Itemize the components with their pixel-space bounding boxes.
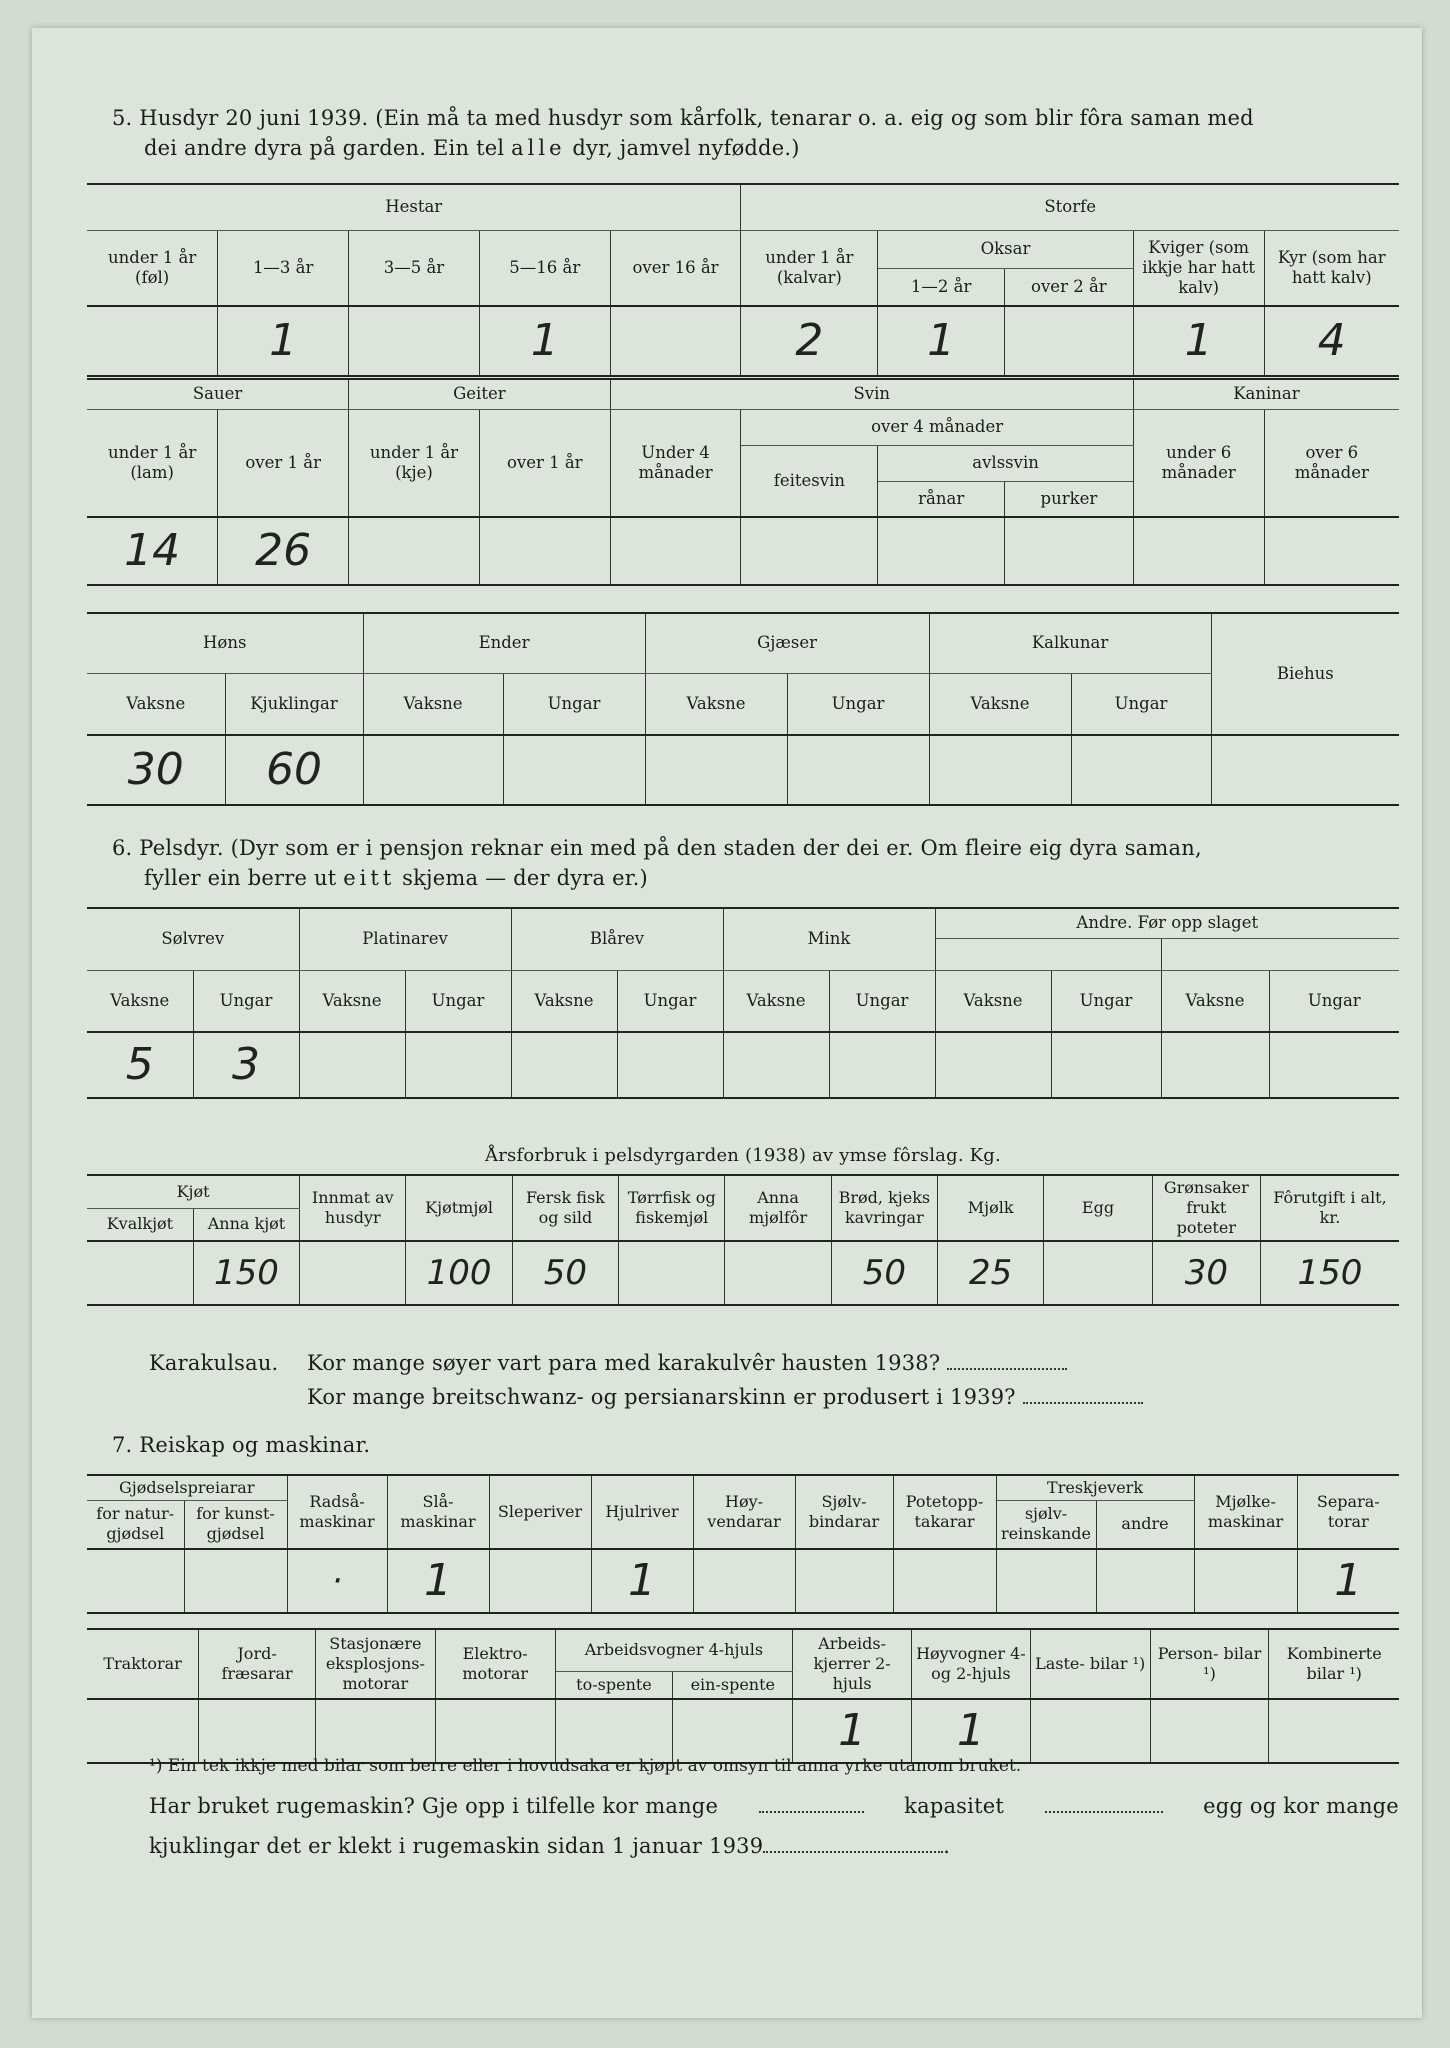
value-cell[interactable] (1096, 1549, 1194, 1613)
kyr-header: Kyr (som har hatt kalv) (1264, 230, 1399, 306)
value-cell[interactable] (363, 735, 503, 805)
rugemaskin-klekt-answer[interactable] (763, 1833, 943, 1853)
value-cell[interactable] (829, 1032, 935, 1098)
value-cell[interactable] (555, 1699, 673, 1763)
value-cell[interactable] (199, 1699, 316, 1763)
sla-header: Slå- maskinar (387, 1475, 489, 1549)
kaninar-under-6: under 6 månader (1133, 409, 1264, 517)
brod-header: Brød, kjeks kavringar (831, 1175, 937, 1241)
gjodsel-header: Gjødselspreiarar (87, 1475, 287, 1501)
section-6-line-2b: skjema — der dyra er.) (395, 866, 648, 890)
section-6-emphasis: eitt (343, 866, 396, 890)
egg-header: Egg (1044, 1175, 1152, 1241)
value-cell[interactable] (184, 1549, 287, 1613)
value-cell[interactable]: 50 (831, 1241, 937, 1305)
table-forbruk (87, 1174, 1399, 1306)
table-vogner-bilar (87, 1628, 1399, 1764)
radsa-header: Radså- maskinar (287, 1475, 387, 1549)
kvalkjot-header: Kvalkjøt (87, 1208, 193, 1241)
value-cell[interactable] (405, 1032, 511, 1098)
value-cell[interactable] (1161, 1032, 1269, 1098)
svin-under-4: Under 4 månader (610, 409, 741, 517)
value-cell[interactable]: 25 (938, 1241, 1044, 1305)
purker-header: purker (1005, 481, 1134, 517)
jordfres-header: Jord- fræsarar (199, 1629, 316, 1699)
hoyvendarar-header: Høy- vendarar (693, 1475, 795, 1549)
feitesvin-header: feitesvin (741, 445, 878, 517)
kviger-header: Kviger (som ikkje har hatt kalv) (1133, 230, 1264, 306)
col-vaksne: Vaksne (935, 970, 1051, 1032)
rugemaskin-count-answer[interactable] (759, 1793, 864, 1813)
value-cell[interactable]: 150 (193, 1241, 299, 1305)
value-cell[interactable] (1030, 1699, 1150, 1763)
value-cell[interactable] (87, 306, 218, 376)
value-cell[interactable] (1269, 1699, 1399, 1763)
sauer-under-1: under 1 år (lam) (87, 409, 218, 517)
kjotmjol-header: Kjøtmjøl (406, 1175, 512, 1241)
value-cell[interactable]: 1 (911, 1699, 1030, 1763)
rugemaskin-q2: kjuklingar det er klekt i rugemaskin sidan 1 januar 1939 (149, 1834, 764, 1858)
value-cell[interactable] (349, 517, 480, 585)
biehus-header: Biehus (1211, 613, 1399, 735)
value-cell[interactable] (1211, 735, 1399, 805)
to-spente-header: to-spente (555, 1671, 673, 1699)
karakul-q2-line (149, 1382, 1399, 1412)
value-cell[interactable] (795, 1549, 893, 1613)
value-cell[interactable] (435, 1699, 555, 1763)
section-5-line-2 (112, 133, 1402, 163)
forutgift-header: Fôrutgift i alt, kr. (1260, 1175, 1399, 1241)
gjaeser-vaksne: Vaksne (645, 673, 787, 735)
gronsaker-header: Grønsaker frukt poteter (1152, 1175, 1260, 1241)
forbruk-title: Årsforbruk i pelsdyrgarden (1938) av ymse fôrslag. Kg. (485, 1145, 1001, 1166)
value-cell[interactable] (511, 1032, 617, 1098)
value-cell[interactable] (479, 517, 610, 585)
rugemaskin-line-2: kjuklingar det er klekt i rugemaskin sidan 1 januar 1939 . (149, 1834, 951, 1858)
avlssvin-header: avlssvin (878, 445, 1133, 481)
mjolk-header: Mjølk (938, 1175, 1044, 1241)
hestar-over-16: over 16 år (610, 230, 741, 306)
value-cell[interactable] (1005, 517, 1134, 585)
value-cell[interactable] (996, 1549, 1096, 1613)
potetopp-header: Potetopp- takarar (893, 1475, 996, 1549)
value-cell[interactable]: 1 (387, 1549, 489, 1613)
sjolvbindarar-header: Sjølv- bindarar (795, 1475, 893, 1549)
value-cell[interactable] (1194, 1549, 1297, 1613)
value-cell[interactable] (315, 1699, 435, 1763)
karakul-q1: Kor mange søyer vart para med karakulvêr hausten 1938? (307, 1351, 941, 1375)
kjot-header: Kjøt (87, 1175, 300, 1208)
value-cell[interactable] (787, 735, 929, 805)
kombinerte-header: Kombinerte bilar ¹) (1269, 1629, 1399, 1699)
value-cell[interactable]: 1 (218, 306, 349, 376)
torrfisk-header: Tørrfisk og fiskemjøl (619, 1175, 725, 1241)
value-cell[interactable] (929, 735, 1071, 805)
traktorar-header: Traktorar (87, 1629, 199, 1699)
kalkunar-vaksne: Vaksne (929, 673, 1071, 735)
value-cell[interactable] (645, 735, 787, 805)
value-cell[interactable]: · (287, 1549, 387, 1613)
form-page (32, 28, 1422, 2018)
value-cell[interactable]: 100 (406, 1241, 512, 1305)
fersk-fisk-header: Fersk fisk og sild (512, 1175, 618, 1241)
col-vaksne: Vaksne (723, 970, 829, 1032)
ender-ungar: Ungar (503, 673, 645, 735)
value-cell[interactable]: 30 (87, 735, 225, 805)
section-6-heading (112, 833, 1402, 893)
table-fjorfe (87, 612, 1399, 806)
anna-kjot-header: Anna kjøt (193, 1208, 299, 1241)
section-5-line-2b: dyr, jamvel nyfødde.) (565, 136, 800, 160)
value-cell[interactable] (610, 306, 741, 376)
value-cell[interactable]: 1 (1133, 306, 1264, 376)
col-ungar: Ungar (1051, 970, 1161, 1032)
section-6-line-2 (112, 863, 1402, 893)
storfe-under-1: under 1 år (kalvar) (741, 230, 878, 306)
value-cell[interactable] (619, 1241, 725, 1305)
hestar-3-5: 3—5 år (349, 230, 480, 306)
section-6-line-1: 6. Pelsdyr. (Dyr som er i pensjon reknar ein med på den staden der dei er. Om fleire eig dyra saman, (112, 836, 1202, 860)
rugemaskin-q1-end: egg og kor mange (1203, 1794, 1399, 1818)
value-cell[interactable] (723, 1032, 829, 1098)
value-cell[interactable] (725, 1241, 831, 1305)
value-cell[interactable]: 26 (218, 517, 349, 585)
value-cell[interactable] (1150, 1699, 1269, 1763)
hestar-under-1: under 1 år (føl) (87, 230, 218, 306)
value-cell[interactable] (489, 1549, 591, 1613)
andre-slag-1[interactable] (935, 938, 1161, 970)
value-cell[interactable] (617, 1032, 723, 1098)
table-reiskap (87, 1474, 1399, 1614)
value-cell[interactable]: 1 (479, 306, 610, 376)
ender-vaksne: Vaksne (363, 673, 503, 735)
section-5-heading (112, 103, 1402, 163)
value-cell[interactable] (693, 1549, 795, 1613)
karakul-q2: Kor mange breitschwanz- og persianarskinn er produsert i 1939? (307, 1385, 1016, 1409)
section-5-line-1: 5. Husdyr 20 juni 1939. (Ein må ta med husdyr som kårfolk, tenarar o. a. eig og som blir fôra saman med (112, 106, 1254, 130)
svin-header: Svin (610, 379, 1133, 409)
hjulriver-header: Hjulriver (591, 1475, 693, 1549)
oksar-over-2: over 2 år (1005, 268, 1134, 306)
value-cell[interactable] (1005, 306, 1134, 376)
value-cell[interactable]: 4 (1264, 306, 1399, 376)
stasjonaere-header: Stasjonære eksplosjons- motorar (315, 1629, 435, 1699)
geiter-over-1: over 1 år (479, 409, 610, 517)
gjaeser-header: Gjæser (645, 613, 929, 673)
value-cell[interactable] (1133, 517, 1264, 585)
value-cell[interactable] (1071, 735, 1211, 805)
innmat-header: Innmat av husdyr (300, 1175, 406, 1241)
ranar-header: rånar (878, 481, 1005, 517)
value-cell[interactable]: 5 (87, 1032, 193, 1098)
value-cell[interactable] (299, 1032, 405, 1098)
andre-slag-2[interactable] (1161, 938, 1399, 970)
karakul-q1-line (149, 1348, 1399, 1378)
value-cell[interactable] (673, 1699, 793, 1763)
natur-gjodsel-header: for natur- gjødsel (87, 1501, 184, 1549)
rugemaskin-q1: Har bruket rugemaskin? Gje opp i tilfelle kor mange (149, 1794, 719, 1818)
value-cell[interactable]: 30 (1152, 1241, 1260, 1305)
sleperiver-header: Sleperiver (489, 1475, 591, 1549)
value-cell[interactable]: 1 (793, 1699, 912, 1763)
value-cell[interactable]: 60 (225, 735, 363, 805)
value-cell[interactable] (1269, 1032, 1399, 1098)
lastebilar-header: Laste- bilar ¹) (1030, 1629, 1150, 1699)
value-cell[interactable] (1044, 1241, 1152, 1305)
table-pelsdyr (87, 907, 1399, 1099)
value-cell[interactable]: 1 (1297, 1549, 1399, 1613)
storfe-header: Storfe (741, 184, 1399, 230)
col-ungar: Ungar (617, 970, 723, 1032)
kaninar-header: Kaninar (1133, 379, 1399, 409)
section-6-line-2a: fyller ein berre ut (144, 866, 344, 890)
sauer-header: Sauer (87, 379, 349, 409)
col-ungar: Ungar (193, 970, 299, 1032)
value-cell[interactable] (935, 1032, 1051, 1098)
kalkunar-header: Kalkunar (929, 613, 1211, 673)
section-5-line-2a: dei andre dyra på garden. Ein tel (144, 136, 512, 160)
rugemaskin-line-1 (149, 1786, 1399, 1826)
value-cell[interactable] (878, 517, 1005, 585)
oksar-1-2: 1—2 år (878, 268, 1005, 306)
value-cell[interactable]: 50 (512, 1241, 618, 1305)
value-cell[interactable]: 14 (87, 517, 218, 585)
footnote: ¹) Ein tek ikkje med bilar som berre eller i hovudsaka er kjøpt av omsyn til anna yrke utanom bruket. (149, 1756, 1022, 1776)
platinarev-header: Platinarev (299, 908, 511, 970)
col-vaksne: Vaksne (511, 970, 617, 1032)
hoyvogner-header: Høyvogner 4- og 2-hjuls (911, 1629, 1030, 1699)
hestar-1-3: 1—3 år (218, 230, 349, 306)
value-cell[interactable] (503, 735, 645, 805)
oksar-header: Oksar (878, 230, 1133, 268)
col-vaksne: Vaksne (299, 970, 405, 1032)
treskjeverk-andre-header: andre (1096, 1501, 1194, 1549)
value-cell[interactable] (1264, 517, 1399, 585)
karakul-block (149, 1348, 1399, 1412)
blarev-header: Blårev (511, 908, 723, 970)
value-cell[interactable] (741, 517, 878, 585)
geiter-under-1: under 1 år (kje) (349, 409, 480, 517)
col-ungar: Ungar (405, 970, 511, 1032)
ender-header: Ender (363, 613, 645, 673)
value-cell[interactable] (610, 517, 741, 585)
personbilar-header: Person- bilar ¹) (1150, 1629, 1269, 1699)
andre-header: Andre. Før opp slaget (935, 908, 1399, 938)
value-cell[interactable] (87, 1699, 199, 1763)
sauer-over-1: over 1 år (218, 409, 349, 517)
mink-header: Mink (723, 908, 935, 970)
separatorar-header: Separa- torar (1297, 1475, 1399, 1549)
value-cell[interactable]: 2 (741, 306, 878, 376)
col-vaksne: Vaksne (87, 970, 193, 1032)
karakul-label: Karakulsau. (149, 1351, 279, 1375)
rugemaskin-block (149, 1786, 1399, 1866)
ein-spente-header: ein-spente (673, 1671, 793, 1699)
elektro-header: Elektro- motorar (435, 1629, 555, 1699)
rugemaskin-kapasitet: kapasitet (904, 1794, 1004, 1818)
sjolvrein-header: sjølv- reinskande (996, 1501, 1096, 1549)
value-cell[interactable] (349, 306, 480, 376)
table-sauer-geiter-svin (87, 378, 1399, 586)
arbeidsvogner-header: Arbeidsvogner 4-hjuls (555, 1629, 793, 1671)
solvrev-header: Sølvrev (87, 908, 299, 970)
col-ungar: Ungar (829, 970, 935, 1032)
value-cell[interactable]: 1 (878, 306, 1005, 376)
value-cell[interactable] (87, 1241, 193, 1305)
geiter-header: Geiter (349, 379, 611, 409)
value-cell[interactable]: 3 (193, 1032, 299, 1098)
hons-vaksne: Vaksne (87, 673, 225, 735)
kunst-gjodsel-header: for kunst- gjødsel (184, 1501, 287, 1549)
hons-header: Høns (87, 613, 363, 673)
hestar-header: Hestar (87, 184, 741, 230)
kaninar-over-6: over 6 månader (1264, 409, 1399, 517)
treskjeverk-header: Treskjeverk (996, 1475, 1194, 1501)
table-hestar-storfe (87, 183, 1399, 377)
anna-mjol-header: Anna mjølfôr (725, 1175, 831, 1241)
svin-over-4: over 4 månader (741, 409, 1133, 445)
mjolke-header: Mjølke- maskinar (1194, 1475, 1297, 1549)
col-ungar: Ungar (1269, 970, 1399, 1032)
section-7-heading: 7. Reiskap og maskinar. (112, 1433, 371, 1457)
value-cell[interactable]: 1 (591, 1549, 693, 1613)
value-cell[interactable] (893, 1549, 996, 1613)
value-cell[interactable] (300, 1241, 406, 1305)
karakul-q1-answer[interactable] (947, 1350, 1067, 1370)
rugemaskin-kapasitet-answer[interactable] (1045, 1793, 1163, 1813)
kalkunar-ungar: Ungar (1071, 673, 1211, 735)
value-cell[interactable] (87, 1549, 184, 1613)
karakul-q2-answer[interactable] (1023, 1384, 1143, 1404)
col-vaksne: Vaksne (1161, 970, 1269, 1032)
hestar-5-16: 5—16 år (479, 230, 610, 306)
arbeidskjerrer-header: Arbeids- kjerrer 2-hjuls (793, 1629, 912, 1699)
gjaeser-ungar: Ungar (787, 673, 929, 735)
value-cell[interactable] (1051, 1032, 1161, 1098)
section-5-emphasis: alle (511, 136, 566, 160)
hons-kjuklingar: Kjuklingar (225, 673, 363, 735)
value-cell[interactable]: 150 (1260, 1241, 1399, 1305)
